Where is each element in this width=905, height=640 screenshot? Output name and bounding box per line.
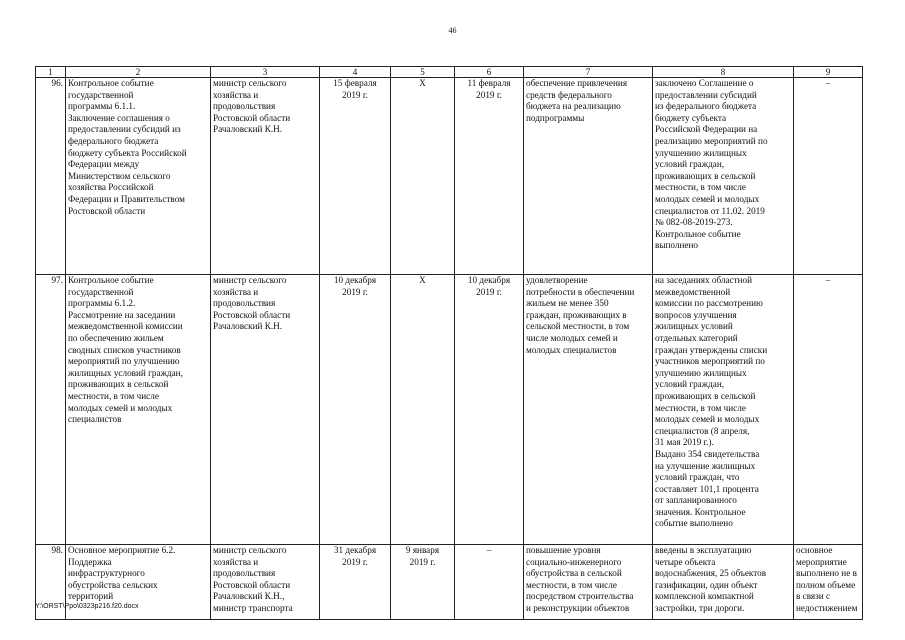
file-path-footer: Y:\ORST\Ppo\0323p216.f20.docx <box>35 603 139 610</box>
header-cell: 8 <box>653 67 794 78</box>
achieved-result-cell: заключено Соглашение о предоставлении субсидий из федерального бюджета бюджету субъекта Российской Федерации на реализацию мероприятий по улучшению жилищных условий граждан, проживающих в сельской местности, в том числе молодых семей и молодых специалистов от 11.02. 2019 № 082-08-2019-273. Контрольное событие выполнено <box>653 78 794 275</box>
report-table <box>35 66 863 620</box>
planned-date-cell: 10 декабря 2019 г. <box>320 275 391 545</box>
event-cell: Основное мероприятие 6.2. Поддержка инфраструктурного обустройства сельских территорий <box>66 545 211 620</box>
responsible-cell: министр сельского хозяйства и продовольствия Ростовской области Рачаловский К.Н. <box>211 275 320 545</box>
problems-cell: – <box>794 78 863 275</box>
planned-date-cell: 31 декабря 2019 г. <box>320 545 391 620</box>
header-cell: 9 <box>794 67 863 78</box>
event-cell: Контрольное событие государственной программы 6.1.2. Рассмотрение на заседании межведомственной комиссии по обеспечению жильем сводных списков участников мероприятий по улучшению жилищных условий граждан, проживающих в сельской местности, в том числе молодых семей и молодых специалистов <box>66 275 211 545</box>
page-number: 46 <box>448 26 457 35</box>
header-cell: 5 <box>391 67 455 78</box>
expected-result-cell: повышение уровня социально-инженерного обустройства в сельской местности, в том числе посредством строительства и реконструкции объектов <box>524 545 653 620</box>
table-row <box>36 275 863 545</box>
header-cell: 6 <box>455 67 524 78</box>
responsible-cell: министр сельского хозяйства и продовольствия Ростовской области Рачаловский К.Н. <box>211 78 320 275</box>
actual-date-cell: – <box>455 545 524 620</box>
header-cell: 3 <box>211 67 320 78</box>
header-cell: 4 <box>320 67 391 78</box>
problems-cell: основное мероприятие выполнено не в полном объеме в связи с недостижением <box>794 545 863 620</box>
table-row <box>36 78 863 275</box>
plan-start-cell: X <box>391 275 455 545</box>
achieved-result-cell: введены в эксплуатацию четыре объекта водоснабжения, 25 объектов газификации, один объект комплексной компактной застройки, три дороги. <box>653 545 794 620</box>
header-cell: 1 <box>36 67 66 78</box>
actual-date-cell: 11 февраля 2019 г. <box>455 78 524 275</box>
expected-result-cell: обеспечение привлечения средств федерального бюджета на реализацию подпрограммы <box>524 78 653 275</box>
table-row <box>36 545 863 620</box>
header-cell: 2 <box>66 67 211 78</box>
responsible-cell: министр сельского хозяйства и продовольствия Ростовской области Рачаловский К.Н., министр транспорта <box>211 545 320 620</box>
row-number: 96. <box>36 78 66 275</box>
achieved-result-cell: на заседаниях областной межведомственной комиссии по рассмотрению вопросов улучшения жилищных условий отдельных категорий граждан утверждены списки участников мероприятий по улучшению жилищных условий граждан, проживающих в сельской местности, в том числе молодых семей и молодых специалистов (8 апреля, 31 мая 2019 г.). Выдано 354 свидетельства на улучшение жилищных условий граждан, что составляет 101,1 процента от запланированного значения. Контрольное событие выполнено <box>653 275 794 545</box>
problems-cell: – <box>794 275 863 545</box>
plan-start-cell: 9 января 2019 г. <box>391 545 455 620</box>
header-cell: 7 <box>524 67 653 78</box>
plan-start-cell: X <box>391 78 455 275</box>
table-header-row <box>36 67 863 78</box>
event-cell: Контрольное событие государственной программы 6.1.1. Заключение соглашения о предоставлении субсидий из федерального бюджета бюджету субъекта Российской Федерации между Министерством сельского хозяйства Российской Федерации и Правительством Ростовской области <box>66 78 211 275</box>
actual-date-cell: 10 декабря 2019 г. <box>455 275 524 545</box>
row-number: 98. <box>36 545 66 620</box>
planned-date-cell: 15 февраля 2019 г. <box>320 78 391 275</box>
expected-result-cell: удовлетворение потребности в обеспечении жильем не менее 350 граждан, проживающих в сельской местности, в том числе молодых семей и молодых специалистов <box>524 275 653 545</box>
row-number: 97. <box>36 275 66 545</box>
